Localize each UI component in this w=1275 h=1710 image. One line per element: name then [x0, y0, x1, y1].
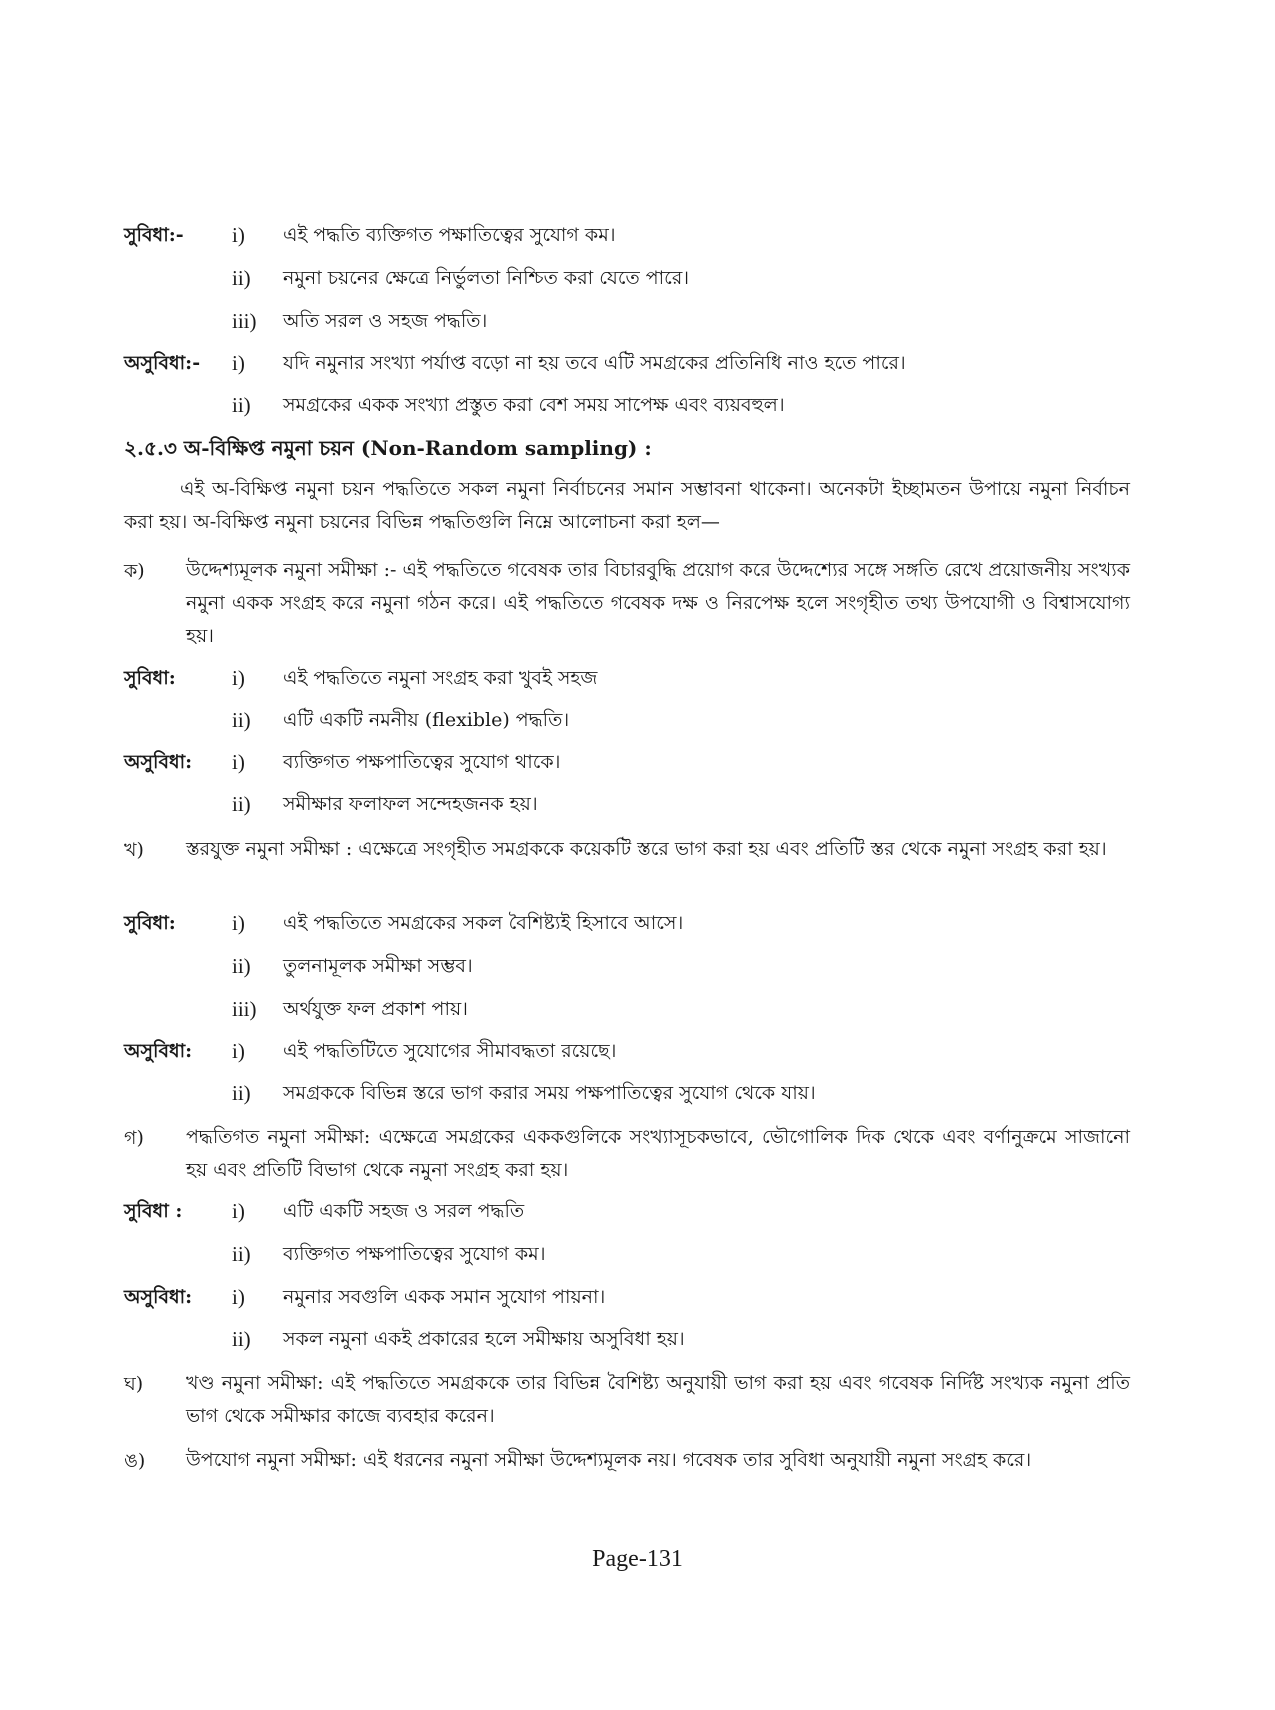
list-item: এটি একটি নমনীয় (flexible) পদ্ধতি। — [283, 709, 570, 731]
list-number: i) — [232, 911, 245, 935]
list-number: ii) — [232, 708, 251, 732]
list-number: ii) — [232, 1242, 251, 1266]
list-item: সমীক্ষার ফলাফল সন্দেহজনক হয়। — [283, 793, 538, 815]
disadvantages-label: অসুবিধা:- — [124, 352, 201, 374]
item-marker: খ) — [124, 839, 144, 861]
list-item: ব্যক্তিগত পক্ষপাতিত্বের সুযোগ থাকে। — [283, 751, 561, 773]
list-item: এটি একটি সহজ ও সরল পদ্ধতি — [283, 1200, 525, 1222]
list-item: ব্যক্তিগত পক্ষপাতিত্বের সুযোগ কম। — [283, 1243, 546, 1265]
list-number: i) — [232, 1199, 245, 1223]
list-item: সমগ্রককে বিভিন্ন স্তরে ভাগ করার সময় পক্ষপাতিত্বের সুযোগ থেকে যায়। — [283, 1082, 816, 1104]
list-number: ii) — [232, 954, 251, 978]
list-number: ii) — [232, 792, 251, 816]
disadvantages-label: অসুবিধা: — [124, 1286, 193, 1308]
page-number: Page-131 — [592, 1546, 683, 1572]
list-number: ii) — [232, 1327, 251, 1351]
list-item: অতি সরল ও সহজ পদ্ধতি। — [283, 310, 488, 332]
list-item: সমগ্রকের একক সংখ্যা প্রস্তুত করা বেশ সময় সাপেক্ষ এবং ব্যয়বহুল। — [283, 394, 785, 416]
list-item: সকল নমুনা একই প্রকারের হলে সমীক্ষায় অসুবিধা হয়। — [283, 1328, 685, 1350]
list-item: তুলনামূলক সমীক্ষা সম্ভব। — [283, 955, 473, 977]
list-item: এই পদ্ধতিতে নমুনা সংগ্রহ করা খুবই সহজ — [283, 667, 598, 689]
advantages-label: সুবিধা:- — [124, 224, 184, 246]
advantages-label: সুবিধা: — [124, 912, 176, 934]
section-heading: ২.৫.৩ অ-বিক্ষিপ্ত নমুনা চয়ন (Non-Random sampling) : — [124, 436, 652, 460]
list-number: i) — [232, 1285, 245, 1309]
list-number: i) — [232, 223, 245, 247]
item-marker: ঘ) — [124, 1373, 144, 1395]
list-number: i) — [232, 351, 245, 375]
list-item: অর্থযুক্ত ফল প্রকাশ পায়। — [283, 998, 468, 1020]
list-number: i) — [232, 1039, 245, 1063]
disadvantages-label: অসুবিধা: — [124, 751, 193, 773]
list-item: নমুনা চয়নের ক্ষেত্রে নির্ভুলতা নিশ্চিত করা যেতে পারে। — [283, 267, 690, 289]
list-number: iii) — [232, 309, 257, 333]
advantages-label: সুবিধা : — [124, 1200, 183, 1222]
item-paragraph: উপযোগ নমুনা সমীক্ষা: এই ধরনের নমুনা সমীক্ষা উদ্দেশ্যমূলক নয়। গবেষক তার সুবিধা অনুযায়ী নমুনা সংগ্রহ করে। — [186, 1449, 1032, 1471]
list-item: এই পদ্ধতিটিতে সুযোগের সীমাবদ্ধতা রয়েছে। — [283, 1040, 617, 1062]
item-marker: গ) — [124, 1127, 144, 1149]
list-number: ii) — [232, 393, 251, 417]
advantages-label: সুবিধা: — [124, 667, 176, 689]
list-number: i) — [232, 750, 245, 774]
item-marker: ঙ) — [124, 1450, 146, 1472]
item-paragraph: উদ্দেশ্যমূলক নমুনা সমীক্ষা :- এই পদ্ধতিতে গবেষক তার বিচারবুদ্ধি প্রয়োগ করে উদ্দেশ্যের সঙ্গে সঙ্গতি রেখে প্রয়োজনীয় সংখ্যক নমুনা একক সংগ্রহ করে নমুনা গঠন করে। এই পদ্ধতিতে গবেষক দক্ষ ও নিরপেক্ষ হলে সংগৃহীত তথ্য উপযোগী ও বিশ্বাসযোগ্য হয়। — [186, 559, 1130, 647]
list-item: যদি নমুনার সংখ্যা পর্যাপ্ত বড়ো না হয় তবে এটি সমগ্রকের প্রতিনিধি নাও হতে পারে। — [283, 352, 906, 374]
item-paragraph: খণ্ড নমুনা সমীক্ষা: এই পদ্ধতিতে সমগ্রককে তার বিভিন্ন বৈশিষ্ট্য অনুযায়ী ভাগ করা হয় এবং গবেষক নির্দিষ্ট সংখ্যক নমুনা প্রতি ভাগ থেকে সমীক্ষার কাজে ব্যবহার করেন। — [186, 1372, 1130, 1427]
disadvantages-label: অসুবিধা: — [124, 1040, 193, 1062]
intro-paragraph: এই অ-বিক্ষিপ্ত নমুনা চয়ন পদ্ধতিতে সকল নমুনা নির্বাচনের সমান সম্ভাবনা থাকেনা। অনেকটা ইচ্ছামতন উপায়ে নমুনা নির্বাচন করা হয়। অ-বিক্ষিপ্ত নমুনা চয়নের বিভিন্ন পদ্ধতিগুলি নিম্নে আলোচনা করা হল— — [124, 478, 1130, 533]
list-item: এই পদ্ধতিতে সমগ্রকের সকল বৈশিষ্ট্যই হিসাবে আসে। — [283, 912, 684, 934]
list-item: নমুনার সবগুলি একক সমান সুযোগ পায়না। — [283, 1286, 606, 1308]
item-paragraph: পদ্ধতিগত নমুনা সমীক্ষা: এক্ষেত্রে সমগ্রকের এককগুলিকে সংখ্যাসূচকভাবে, ভৌগোলিক দিক থেকে এবং বর্ণানুক্রমে সাজানো হয় এবং প্রতিটি বিভাগ থেকে নমুনা সংগ্রহ করা হয়। — [186, 1126, 1130, 1181]
list-number: iii) — [232, 997, 257, 1021]
list-number: i) — [232, 666, 245, 690]
list-number: ii) — [232, 266, 251, 290]
list-number: ii) — [232, 1081, 251, 1105]
item-paragraph: স্তরযুক্ত নমুনা সমীক্ষা : এক্ষেত্রে সংগৃহীত সমগ্রককে কয়েকটি স্তরে ভাগ করা হয় এবং প্রতিটি স্তর থেকে নমুনা সংগ্রহ করা হয়। — [186, 838, 1107, 860]
item-marker: ক) — [124, 560, 145, 582]
list-item: এই পদ্ধতি ব্যক্তিগত পক্ষাতিত্বের সুযোগ কম। — [283, 224, 616, 246]
